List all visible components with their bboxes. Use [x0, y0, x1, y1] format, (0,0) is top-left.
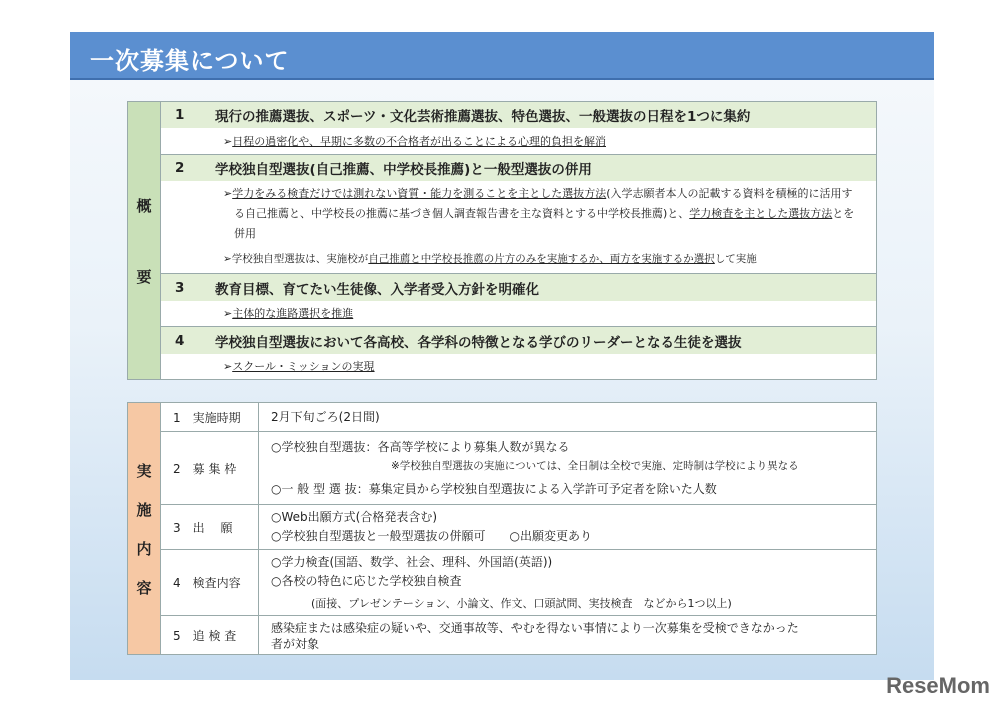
row-label: 3 出 願 — [161, 505, 259, 549]
row-text: 2月下旬ごろ(2日間) — [271, 409, 380, 424]
row-note: ※学校独自型選抜の実施については、全日制は全校で実施、定時制は学校により異なる — [391, 459, 799, 472]
sub-text: ➢学校独自型選抜は、実施校が — [223, 253, 369, 265]
item-heading: 教育目標、育てたい生徒像、入学者受入方針を明確化 — [215, 281, 539, 298]
overview-heading-1 — [161, 101, 876, 128]
bullet-icon: ➢ — [223, 187, 233, 200]
label-char: 概 — [136, 196, 152, 215]
overview-label — [128, 102, 161, 379]
overview-table — [127, 101, 877, 380]
table-row — [161, 549, 876, 615]
row-label: 1 実施時期 — [161, 403, 259, 431]
overview-sub-3 — [161, 301, 876, 326]
row-text: ○Web出願方式(合格発表含む) — [271, 510, 437, 524]
item-number: 3 — [175, 279, 185, 296]
implementation-label — [128, 403, 161, 654]
sub-text: 学力検査を主とした選抜方法 — [689, 207, 833, 220]
label-char: 内 — [136, 539, 152, 558]
row-label: 2 募 集 枠 — [161, 432, 259, 504]
sub-text: 主体的な進路選択を推進 — [232, 307, 354, 320]
label-char: 施 — [136, 500, 152, 519]
sub-text: 日程の過密化や、早期に多数の不合格者が出ることによる心理的負担を解消 — [232, 135, 606, 148]
overview-heading-2 — [161, 154, 876, 181]
overview-sub-1 — [161, 129, 876, 154]
item-number: 2 — [175, 160, 185, 176]
row-text: ○各校の特色に応じた学校独自検査 — [271, 573, 462, 588]
item-heading: 学校独自型選抜(自己推薦、中学校長推薦)と一般型選抜の併用 — [215, 162, 592, 178]
sub-text: 学力をみる検査だけでは測れない資質・能力を測ることを主とした選抜方法 — [232, 187, 607, 200]
table-row — [161, 431, 876, 504]
label-char: 容 — [136, 578, 152, 597]
item-heading: 学校独自型選抜において各高校、各学科の特徴となる学びのリーダーとなる生徒を選抜 — [215, 334, 742, 351]
row-text: 者が対象 — [271, 636, 320, 651]
row-note: (面接、プレゼンテーション、小論文、作文、口頭試問、実技検査 などから1つ以上) — [311, 596, 732, 610]
row-label: 5 追 検 査 — [161, 616, 259, 655]
label-char: 要 — [136, 267, 152, 286]
item-number: 1 — [175, 107, 185, 123]
bullet-icon: ➢ — [223, 135, 233, 148]
bullet-icon: ➢ — [223, 360, 233, 373]
overview-heading-4 — [161, 326, 876, 354]
overview-sub-4 — [161, 354, 876, 380]
slide-header — [70, 32, 934, 80]
table-row — [161, 615, 876, 655]
row-text: ○学校独自型選抜：各高等学校により募集人数が異なる — [271, 439, 570, 454]
sub-text: (入学志願者本人の記載する資料を積極的に活用する自己推薦と、中学校長の推薦に基づき個人調査報告書を主な資料とする中学校長推薦)と、 — [234, 187, 853, 220]
table-row — [161, 403, 876, 431]
overview-heading-3 — [161, 273, 876, 301]
page-title: 一次募集について — [90, 47, 290, 75]
sub-text: 自己推薦と中学校長推薦の片方のみを実施するか、両方を実施するか選択 — [368, 253, 715, 265]
row-text: 感染症または感染症の疑いや、交通事故等、やむを得ない事情により一次募集を受検できなかった — [271, 620, 799, 635]
overview-sub-2 — [161, 181, 876, 273]
sub-text: して実施 — [714, 253, 757, 265]
row-text: ○学校独自型選抜と一般型選抜の併願可 ○出願変更あり — [271, 529, 592, 543]
label-char: 実 — [136, 461, 152, 480]
table-row — [161, 504, 876, 549]
implementation-table — [127, 402, 877, 655]
item-number: 4 — [175, 332, 185, 349]
sub-text: とを併用 — [234, 207, 855, 240]
row-label: 4 検査内容 — [161, 550, 259, 615]
row-text: ○学力検査(国語、数学、社会、理科、外国語(英語)) — [271, 554, 553, 569]
row-text: ○一 般 型 選 抜：募集定員から学校独自型選抜による入学許可予定者を除いた人数 — [271, 481, 717, 496]
item-heading: 現行の推薦選抜、スポーツ・文化芸術推薦選抜、特色選抜、一般選抜の日程を1つに集約 — [215, 109, 751, 125]
sub-text: スクール・ミッションの実現 — [232, 360, 375, 373]
bullet-icon: ➢ — [223, 307, 233, 320]
resemom-logo: ReseMom — [886, 673, 990, 698]
